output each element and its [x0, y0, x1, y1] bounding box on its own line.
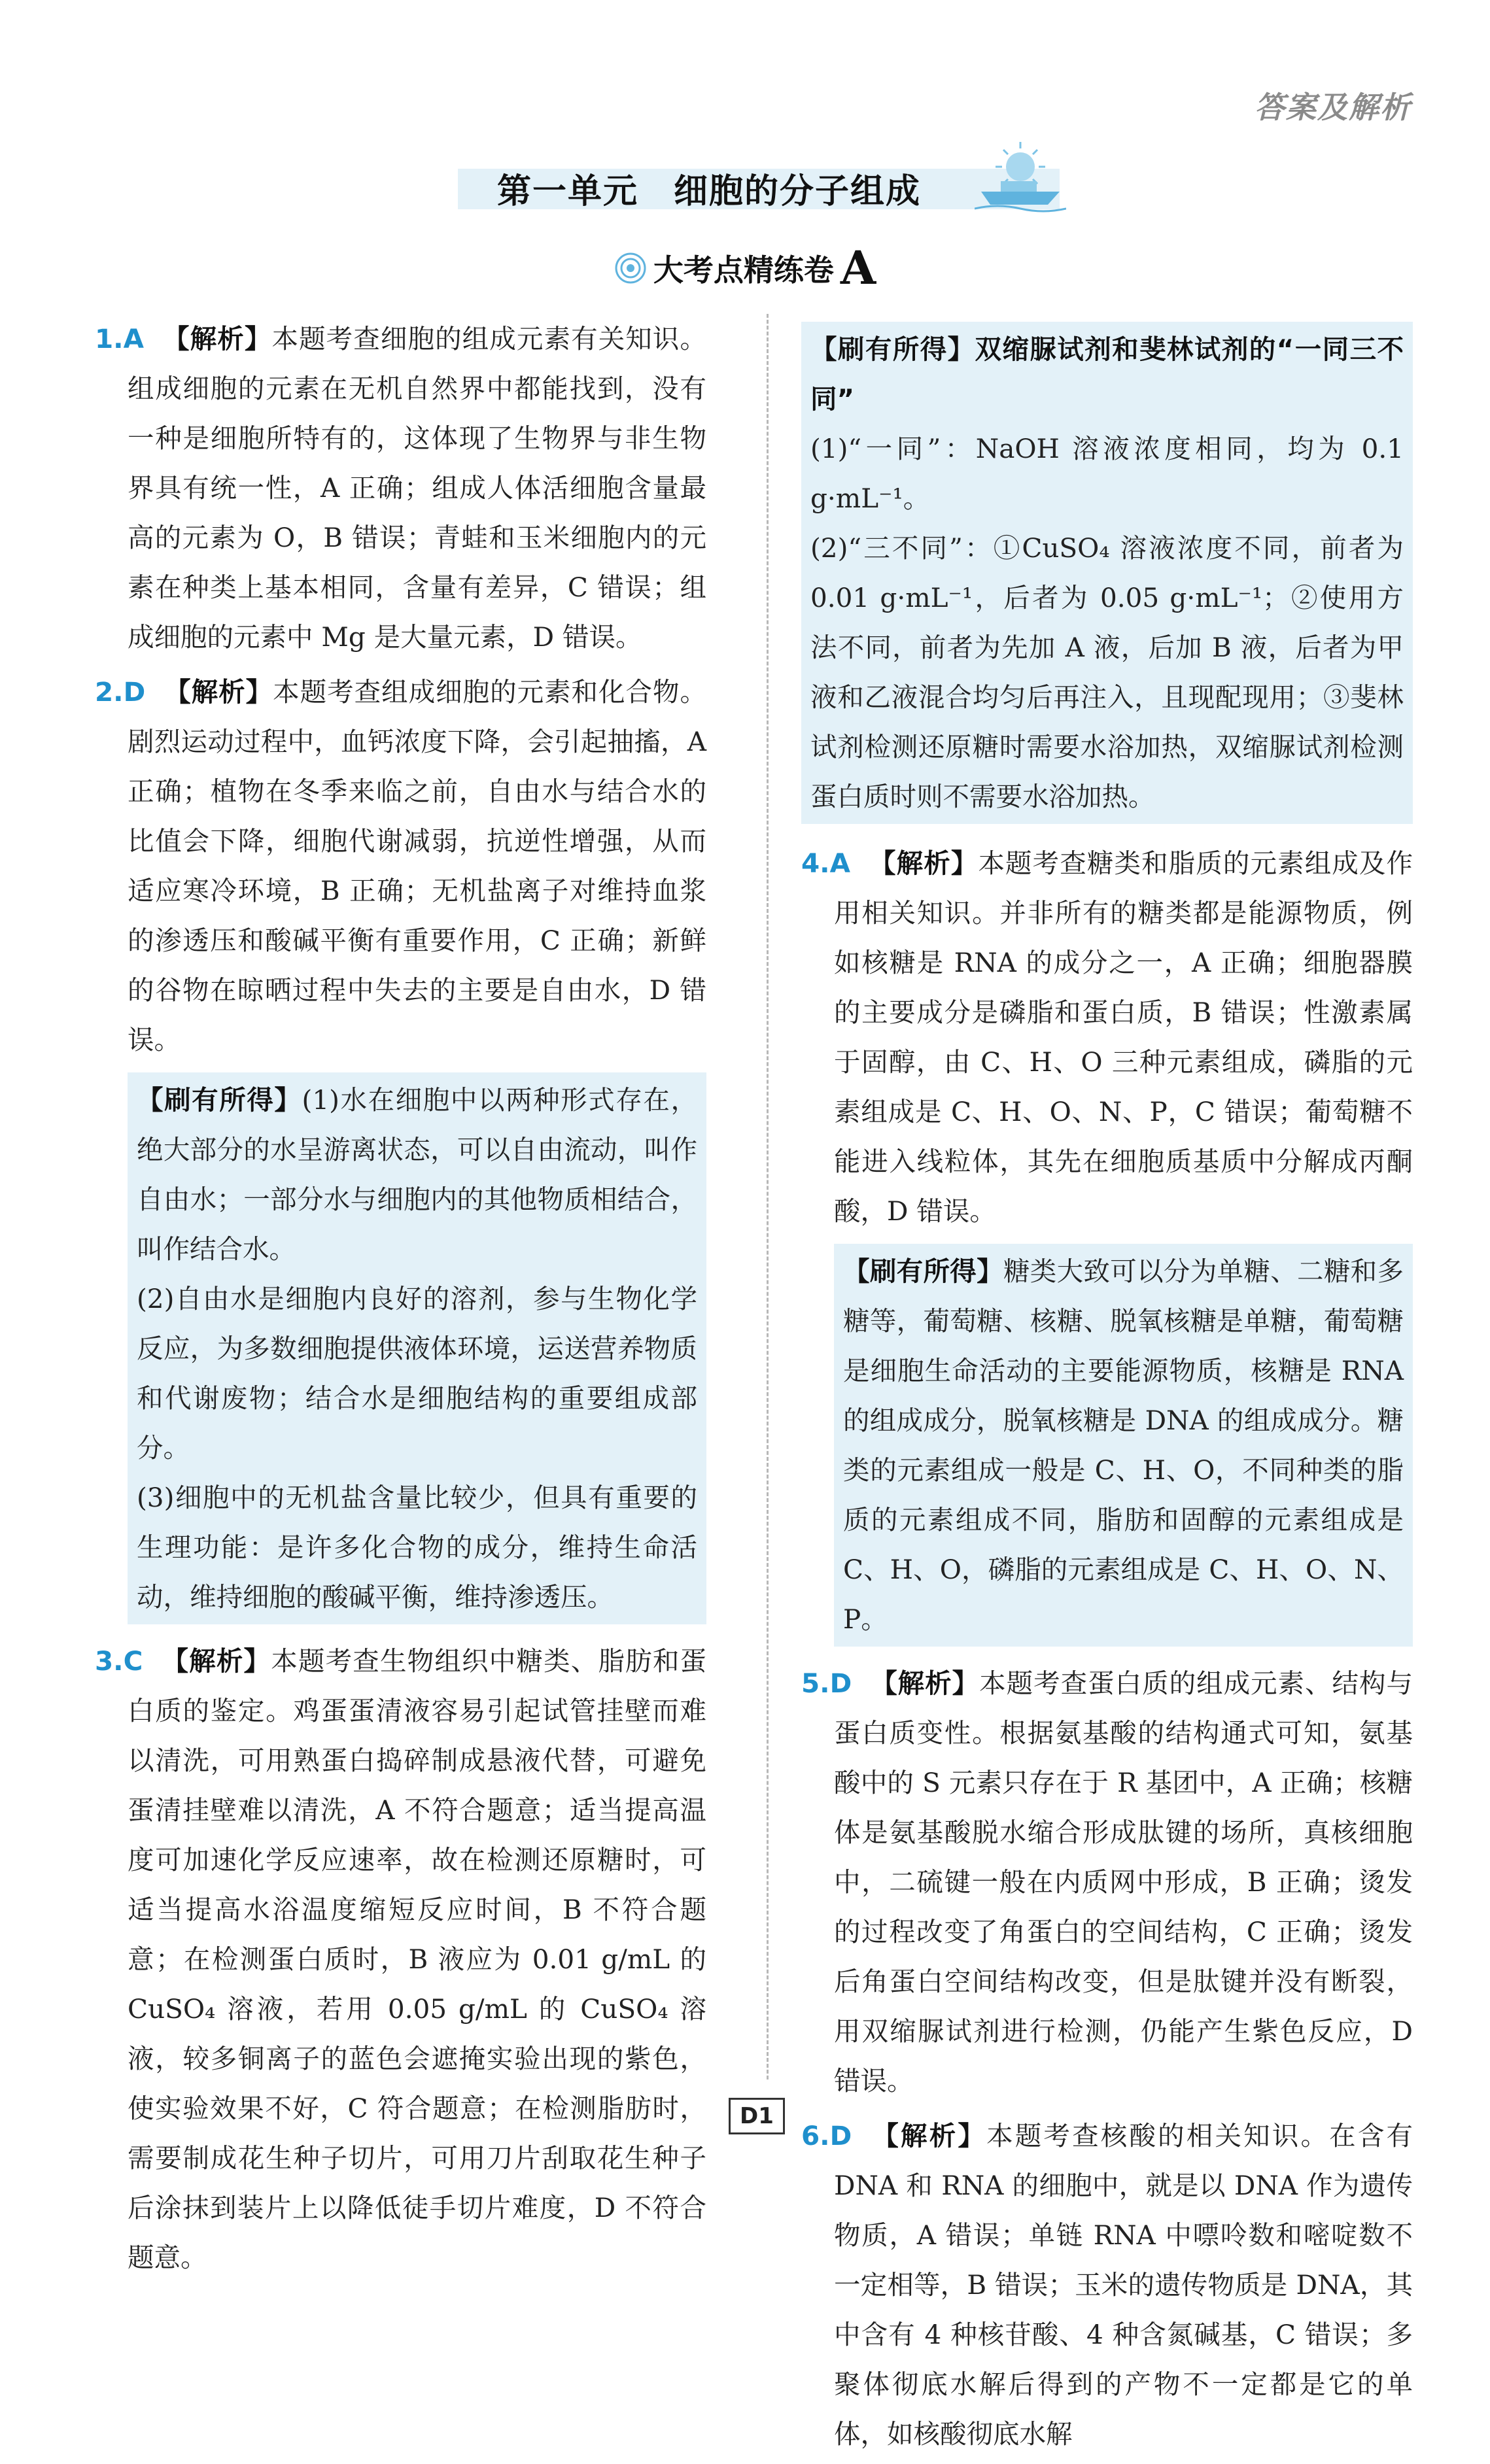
answer-letter: C — [123, 1645, 143, 1677]
section-subtitle — [0, 241, 1490, 293]
summary-line — [137, 1075, 697, 1274]
analysis-text: 本题考查组成细胞的元素和化合物。剧烈运动过程中，血钙浓度下降，会引起抽搐，A 正确；植物在冬季来临之前，自由水与结合水的比值会下降，细胞代谢减弱，抗逆性增强，从而适应寒冷环境，B 正确；无机盐离子对维持血浆的渗透压和酸碱平衡有重要作用，C 正确；新鲜的谷物在晾晒过程中失去的主要是自由水，D 错误。 — [128, 676, 707, 1055]
question-2 — [95, 667, 706, 1065]
summary-box-water — [128, 1072, 706, 1624]
answer-letter: D — [829, 1668, 852, 1699]
question-number: 5. — [801, 1668, 830, 1699]
question-number: 6. — [801, 2120, 830, 2151]
question-6 — [801, 2111, 1413, 2459]
analysis-tag: 【解析】 — [870, 1668, 980, 1699]
summary-line: (2)“三不同”：①CuSO₄ 溶液浓度不同，前者为 0.01 g·mL⁻¹，后者为 0.05 g·mL⁻¹；②使用方法不同，前者为先加 A 液，后加 B 液，后者为甲液和乙液混合均匀后再注入，且现配现用；③斐林试剂检测还原糖时需要水浴加热，双缩脲试剂检测蛋白质时则不需要水浴加热。 — [810, 532, 1404, 812]
column-divider — [767, 314, 769, 2079]
summary-head: 【刷有所得】 — [137, 1084, 302, 1116]
summary-box-sugars — [834, 1244, 1413, 1647]
analysis-tag: 【解析】 — [164, 676, 273, 708]
analysis-text: 本题考查糖类和脂质的元素组成及作用相关知识。并非所有的糖类都是能源物质，例如核糖是 RNA 的成分之一，A 正确；细胞器膜的主要成分是磷脂和蛋白质，B 错误；性激素属于固醇，由 C、H、O 三种元素组成，磷脂的元素组成是 C、H、O、N、P，C 错误；葡萄糖不能进入线粒体，其先在细胞质基质中分解成丙酮酸，D 错误。 — [834, 847, 1413, 1227]
summary-head: 【刷有所得】双缩脲试剂和斐林试剂的“一同三不同” — [810, 334, 1404, 415]
summary-line: (1)“一同”：NaOH 溶液浓度相同，均为 0.1 g·mL⁻¹。 — [810, 433, 1404, 514]
summary-text: (1)水在细胞中以两种形式存在，绝大部分的水呈游离状态，可以自由流动，叫作自由水；一部分水与细胞内的其他物质相结合，叫作结合水。 — [137, 1084, 697, 1265]
subtitle-letter: A — [840, 241, 876, 295]
question-5 — [801, 1658, 1413, 2106]
answer-letter: D — [123, 676, 146, 708]
summary-line: (3)细胞中的无机盐含量比较少，但具有重要的生理功能：是许多化合物的成分，维持生命活动，维持细胞的酸碱平衡，维持渗透压。 — [137, 1482, 697, 1613]
subtitle-text: 大考点精练卷 — [653, 252, 834, 288]
summary-line: (2)自由水是细胞内良好的溶剂，参与生物化学反应，为多数细胞提供液体环境，运送营养物质和代谢废物；结合水是细胞结构的重要组成部分。 — [137, 1283, 697, 1463]
analysis-tag: 【解析】 — [868, 847, 979, 879]
analysis-text: 本题考查生物组织中糖类、脂肪和蛋白质的鉴定。鸡蛋蛋清液容易引起试管挂壁而难以清洗，可用熟蛋白捣碎制成悬液代替，可避免蛋清挂壁难以清洗，A 不符合题意；适当提高温度可加速化学反应速率，故在检测还原糖时，可适当提高水浴温度缩短反应时间，B 不符合题意；在检测蛋白质时，B 液应为 0.01 g/mL 的 CuSO₄ 溶液，若用 0.05 g/mL 的 CuSO₄ 溶液，较多铜离子的蓝色会遮掩实验出现的紫色，使实验效果不好，C 符合题意；在检测脂肪时，需要制成花生种子切片，可用刀片刮取花生种子后涂抹到装片上以降低徒手切片难度，D 不符合题意。 — [128, 1645, 706, 2273]
unit-title: 第一单元 细胞的分子组成 — [497, 172, 922, 211]
summary-text: 糖类大致可以分为单糖、二糖和多糖等，葡萄糖、核糖、脱氧核糖是单糖，葡萄糖是细胞生命活动的主要能源物质，核糖是 RNA 的组成成分，脱氧核糖是 DNA 的组成成分。糖类的元素组成一般是 C、H、O，不同种类的脂质的元素组成不同，脂肪和固醇的元素组成是 C、H、O，磷脂的元素组成是 C、H、O、N、P。 — [843, 1256, 1404, 1635]
answer-letter: D — [829, 2120, 852, 2151]
question-1 — [95, 314, 706, 662]
right-column — [801, 314, 1413, 2464]
page-number: D1 — [729, 2098, 785, 2134]
analysis-tag: 【解析】 — [161, 1645, 271, 1677]
question-number: 3. — [95, 1645, 124, 1677]
target-icon — [614, 252, 647, 284]
ship-icon — [975, 141, 1066, 213]
summary-line — [843, 1246, 1404, 1644]
question-3 — [95, 1636, 706, 2282]
analysis-tag: 【解析】 — [162, 323, 272, 354]
summary-box-reagents — [801, 322, 1413, 824]
unit-title-area — [0, 163, 1490, 216]
corner-label: 答案及解析 — [1255, 90, 1412, 125]
analysis-text: 本题考查蛋白质的组成元素、结构与蛋白质变性。根据氨基酸的结构通式可知，氨基酸中的 S 元素只存在于 R 基团中，A 正确；核糖体是氨基酸脱水缩合形成肽键的场所，真核细胞中，二硫键一般在内质网中形成，B 正确；烫发的过程改变了角蛋白的空间结构，C 正确；烫发后角蛋白空间结构改变，但是肽键并没有断裂，用双缩脲试剂进行检测，仍能产生紫色反应，D 错误。 — [834, 1668, 1413, 2096]
question-4 — [801, 838, 1413, 1236]
left-column — [95, 314, 706, 2287]
answer-letter: A — [123, 323, 144, 354]
analysis-text: 本题考查核酸的相关知识。在含有 DNA 和 RNA 的细胞中，就是以 DNA 作为遗传物质，A 错误；单链 RNA 中嘌呤数和嘧啶数不一定相等，B 错误；玉米的遗传物质是 DNA，其中含有 4 种核苷酸、4 种含氮碱基，C 错误；多聚体彻底水解后得到的产物不一定都是它的单体，如核酸彻底水解 — [834, 2120, 1413, 2450]
analysis-tag: 【解析】 — [870, 2120, 987, 2151]
answer-letter: A — [829, 847, 850, 879]
question-number: 4. — [801, 847, 830, 879]
analysis-text: 本题考查细胞的组成元素有关知识。组成细胞的元素在无机自然界中都能找到，没有一种是细胞所特有的，这体现了生物界与非生物界具有统一性，A 正确；组成人体活细胞含量最高的元素为 O，B 错误；青蛙和玉米细胞内的元素在种类上基本相同，含量有差异，C 错误；组成细胞的元素中 Mg 是大量元素，D 错误。 — [128, 323, 706, 653]
summary-head: 【刷有所得】 — [843, 1256, 1003, 1287]
question-number: 2. — [95, 676, 124, 708]
question-number: 1. — [95, 323, 124, 354]
